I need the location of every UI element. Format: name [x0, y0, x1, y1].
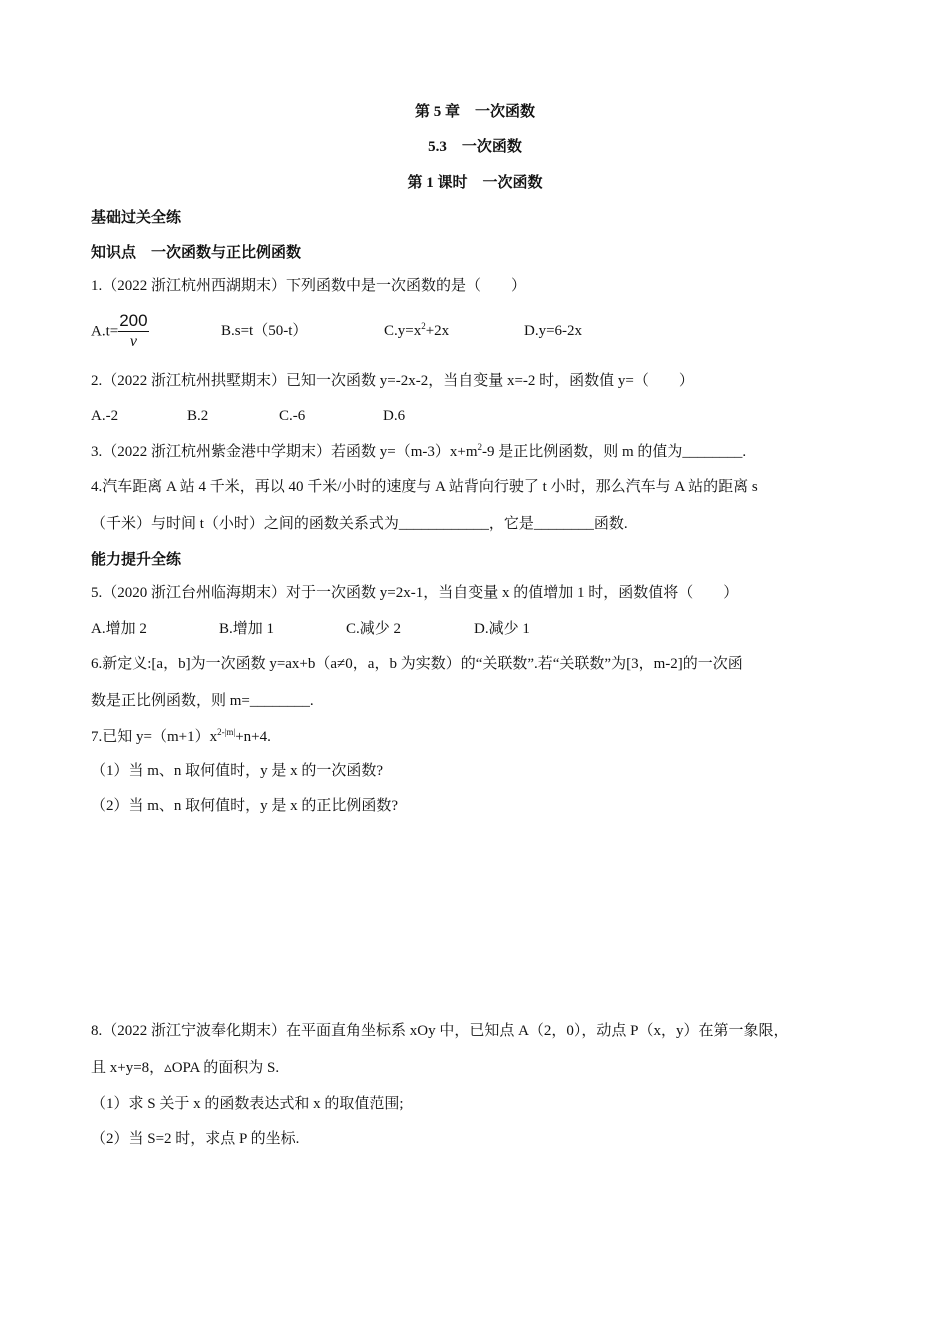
part1-heading: 基础过关全练 — [91, 210, 182, 226]
question-8-part-1: （1）求 S 关于 x 的函数表达式和 x 的取值范围; — [91, 1096, 404, 1112]
option-a — [91, 311, 149, 352]
superscript: 2-|m| — [217, 727, 236, 737]
part2-heading: 能力提升全练 — [91, 552, 182, 568]
option-d: D.减少 1 — [474, 621, 530, 637]
superscript: 2 — [477, 442, 483, 452]
option-c-text-end: +2x — [425, 323, 450, 339]
lesson-title: 第 1 课时 一次函数 — [407, 175, 543, 191]
section-title: 5.3 一次函数 — [428, 139, 522, 155]
question-7 — [91, 727, 271, 747]
superscript: 2 — [421, 321, 426, 331]
option-c-text: C.y=x — [384, 323, 422, 339]
option-b: B.s=t（50-t） — [221, 323, 308, 339]
option-c: C.-6 — [279, 408, 306, 424]
chapter-title: 第 5 章 一次函数 — [414, 104, 535, 120]
option-a-prefix: A.t= — [91, 323, 119, 340]
question-5-stem: 5.（2020 浙江台州临海期末）对于一次函数 y=2x-1，当自变量 x 的值增加 1 时，函数值将（ ） — [91, 585, 739, 601]
fraction — [118, 311, 148, 352]
option-b: B.增加 1 — [219, 621, 275, 637]
question-2-stem: 2.（2022 浙江杭州拱墅期末）已知一次函数 y=-2x-2，当自变量 x=-2 时，函数值 y=（ ） — [91, 373, 694, 389]
option-c — [384, 321, 449, 341]
knowledge-point: 知识点 一次函数与正比例函数 — [91, 245, 302, 261]
question-7-part-1: （1）当 m、n 取何值时，y 是 x 的一次函数? — [91, 763, 384, 779]
question-4-line1: 4.汽车距离 A 站 4 千米，再以 40 千米/小时的速度与 A 站背向行驶了 t 小时，那么汽车与 A 站的距离 s — [91, 479, 758, 495]
option-c: C.减少 2 — [346, 621, 402, 637]
question-8-line2: 且 x+y=8，▵OPA 的面积为 S. — [91, 1060, 280, 1076]
question-3-text-end: -9 是正比例函数，则 m 的值为________. — [482, 444, 747, 460]
option-a: A.增加 2 — [91, 621, 147, 637]
question-1-stem: 1.（2022 浙江杭州西湖期末）下列函数中是一次函数的是（ ） — [91, 278, 527, 294]
question-6-line2: 数是正比例函数，则 m=________. — [91, 693, 314, 709]
question-7-text: 7.已知 y=（m+1）x — [91, 729, 218, 745]
option-d: D.6 — [383, 408, 406, 424]
option-d: D.y=6-2x — [524, 323, 583, 339]
fraction-numerator: 200 — [119, 311, 148, 330]
question-8-part-2: （2）当 S=2 时，求点 P 的坐标. — [91, 1131, 300, 1147]
fraction-denominator: v — [129, 333, 137, 350]
question-8-line1: 8.（2022 浙江宁波奉化期末）在平面直角坐标系 xOy 中，已知点 A（2，0），动点 P（x，y）在第一象限， — [91, 1023, 789, 1039]
question-6-line1: 6.新定义:[a，b]为一次函数 y=ax+b（a≠0，a，b 为实数）的“关联数”.若“关联数”为[3，m-2]的一次函 — [91, 656, 743, 672]
question-7-text-end: +n+4. — [235, 729, 271, 745]
question-4-line2: （千米）与时间 t（小时）之间的函数关系式为____________，它是________函数. — [91, 516, 628, 532]
question-7-part-2: （2）当 m、n 取何值时，y 是 x 的正比例函数? — [91, 798, 399, 814]
option-a: A.-2 — [91, 408, 119, 424]
option-b: B.2 — [187, 408, 209, 424]
question-3-text: 3.（2022 浙江杭州紫金港中学期末）若函数 y=（m-3）x+m — [91, 444, 478, 460]
question-3 — [91, 442, 746, 462]
